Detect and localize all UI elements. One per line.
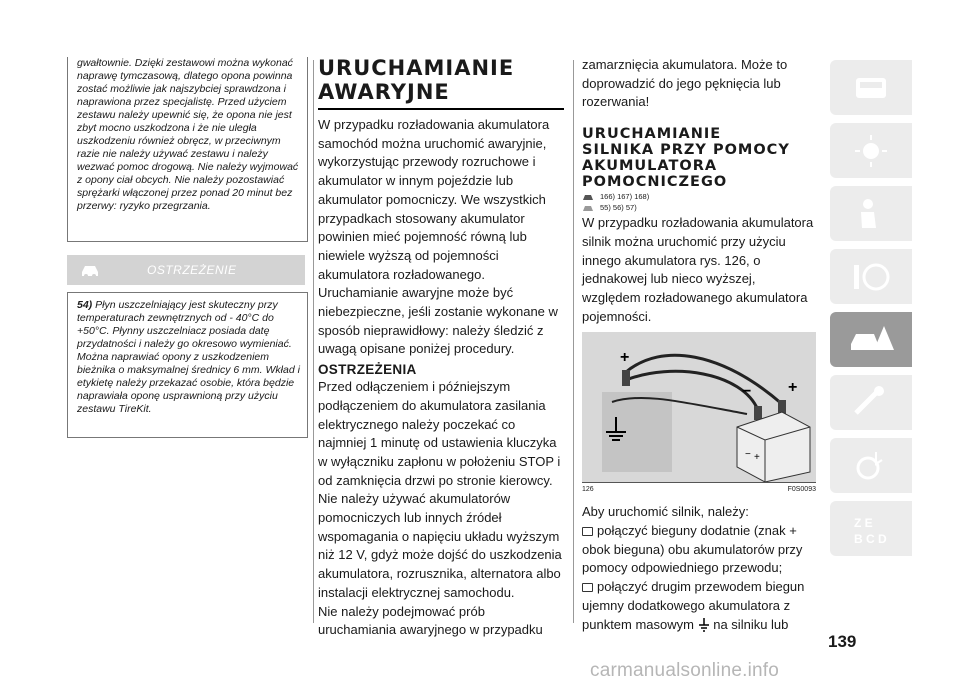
seat-airbag-icon[interactable] (830, 186, 912, 241)
svg-text:−: − (742, 383, 752, 401)
warning-box (67, 292, 308, 438)
section-title-line2: AWARYJNE (318, 80, 450, 104)
paragraph: W przypadku rozładowania akumulatora samochód można uruchomić awaryjnie, wykorzystując przewody rozruchowe i akumulator w innym pojeździe lub akumulator pomocniczy. We wszystkich przypadkach stosowany akumulator powinien mieć pojemność równą lub niewiele wyższą od pojemności akumulatora rozładowanego. Uruchamianie awaryjne może być niebezpieczne, jeśli zostanie wykonane w sposób nieprawidłowy: należy śledzić z uwagą opisane poniżej procedury. (318, 117, 558, 357)
warning-title: OSTRZEŻENIE (147, 263, 237, 277)
watermark: carmanualsonline.info (590, 660, 780, 681)
warning-body: Płyn uszczelniający jest skuteczny przy temperaturach zewnętrznych od - 40°C do +50°C. Płynny uszczelniacz posiada datę przydatności i należy go okresowo wymieniać. Można naprawiać opony z uszkodzeniem bieżnika o maksymalnej średnicy 6 mm. Wkład i etykietę należy przekazać osobie, która będzie naprawiała oponę usprawnioną przy użyciu zestawu TireKit. (77, 299, 300, 415)
media-phone-icon[interactable] (830, 438, 912, 493)
warning-text (68, 293, 307, 422)
section-title (318, 56, 564, 104)
list-item-text: połączyć bieguny dodatnie (znak + obok bieguna) obu akumulatorów przy pomocy odpowiedniego przewodu; (582, 523, 803, 576)
title-rule (318, 108, 564, 110)
paragraph: Nie należy podejmować prób uruchamiania awaryjnego w przypadku (318, 603, 543, 638)
battery-diagram (582, 332, 816, 482)
section-title-line1: URUCHAMIANIE (582, 126, 722, 143)
column-divider (313, 60, 314, 623)
list-item (582, 522, 816, 578)
reference-line (582, 192, 816, 201)
paragraph: Nie należy używać akumulatorów pomocniczych lub innych źródeł wspomagania o napięciu układu wyższym niż 12 V, gdyż może dojść do uszkodzenia akumulatora, rozrusznika, alternatora albo instalacji elektrycznej samochodu. (318, 491, 562, 600)
section-title-line2: SILNIKA PRZY POMOCY (582, 142, 790, 159)
lights-sun-icon[interactable] (830, 123, 912, 178)
emergency-start-column (318, 56, 564, 640)
paragraph: W przypadku rozładowania akumulatora silnik można uruchomić przy użyciu innego akumulatora rys. 126, o jednakowej lub nieco wyższej, względem rozładowanego akumulatora pojemności. (582, 215, 814, 324)
svg-text:B C D: B C D (854, 531, 887, 546)
figure-code: F0S0093 (787, 486, 816, 494)
figure-number: 126 (582, 486, 594, 494)
warning-number: 54) (77, 299, 93, 311)
figure-caption (582, 486, 816, 493)
section-title (582, 126, 816, 190)
bullet-icon (582, 583, 593, 592)
column-divider (573, 60, 574, 623)
svg-text:+: + (788, 379, 798, 397)
section-title-line1: URUCHAMIANIE (318, 56, 515, 80)
section-title-line3: AKUMULATORA (582, 158, 718, 175)
jump-start-figure (582, 332, 816, 483)
booster-start-column (582, 56, 816, 634)
reference-numbers: 55) 56) 57) (600, 203, 637, 213)
steering-wheel-key-icon[interactable] (830, 249, 912, 304)
list-item (582, 578, 816, 634)
chapter-sidebar (830, 60, 912, 564)
reference-line (582, 203, 816, 212)
paragraph: Przed odłączeniem i późniejszym podłączeniem do akumulatora zasilania elektrycznego należy poczekać co najmniej 1 minutę od ustawienia kluczyka w wyłączniku zapłonu w położeniu STOP i od zamknięcia drzwi po stronie kierowcy. (318, 379, 561, 488)
list-item-text: na silniku lub (713, 616, 789, 632)
paragraph: Aby uruchomić silnik, należy: (582, 504, 749, 520)
svg-text:+: + (620, 349, 630, 367)
svg-text:−: − (745, 449, 751, 461)
bullet-icon (582, 527, 593, 536)
alphabet-index-icon[interactable] (830, 501, 912, 556)
wrench-car-icon[interactable] (830, 375, 912, 430)
car-dashboard-icon[interactable] (830, 60, 912, 115)
caution-ref-icon (582, 204, 594, 212)
subheading: OSTRZEŻENIA (318, 362, 417, 378)
tire-kit-note-box (67, 57, 308, 242)
reference-numbers: 166) 167) 168) (600, 192, 650, 202)
car-warning-icon[interactable] (830, 312, 912, 367)
svg-text:Z E: Z E (854, 515, 873, 530)
tire-kit-text: gwałtownie. Dzięki zestawowi można wykonać naprawę tymczasową, dlatego opona powinna zostać możliwie jak najszybciej sprawdzona i naprawiona przez specjalistę. Przed użyciem zestawu należy upewnić się, że opona nie jest zbyt mocno uszkodzona i że nie uległa uszkodzeniu również obręcz, w przeciwnym razie nie należy używać zestawu i należy wezwać pomoc drogową. Nie należy wyjmować z opony ciał obcych. Nie należy pozostawiać sprężarki włączonej przez ponad 20 minut bez przerwy: ryzyko przegrzania. (77, 57, 299, 212)
svg-text:+: + (754, 452, 760, 464)
warning-ref-icon (582, 193, 594, 201)
ground-icon (698, 618, 710, 632)
car-warning-icon (79, 260, 101, 280)
page-number: 139 (828, 632, 857, 651)
section-title-line4: POMOCNICZEGO (582, 174, 728, 191)
list-item-text: połączyć drugim przewodem biegun ujemny dodatkowego akumulatora z punktem masowym (582, 579, 805, 632)
paragraph: zamarznięcia akumulatora. Może to doprowadzić do jego pęknięcia lub rozerwania! (582, 57, 788, 110)
warning-header (67, 255, 305, 285)
